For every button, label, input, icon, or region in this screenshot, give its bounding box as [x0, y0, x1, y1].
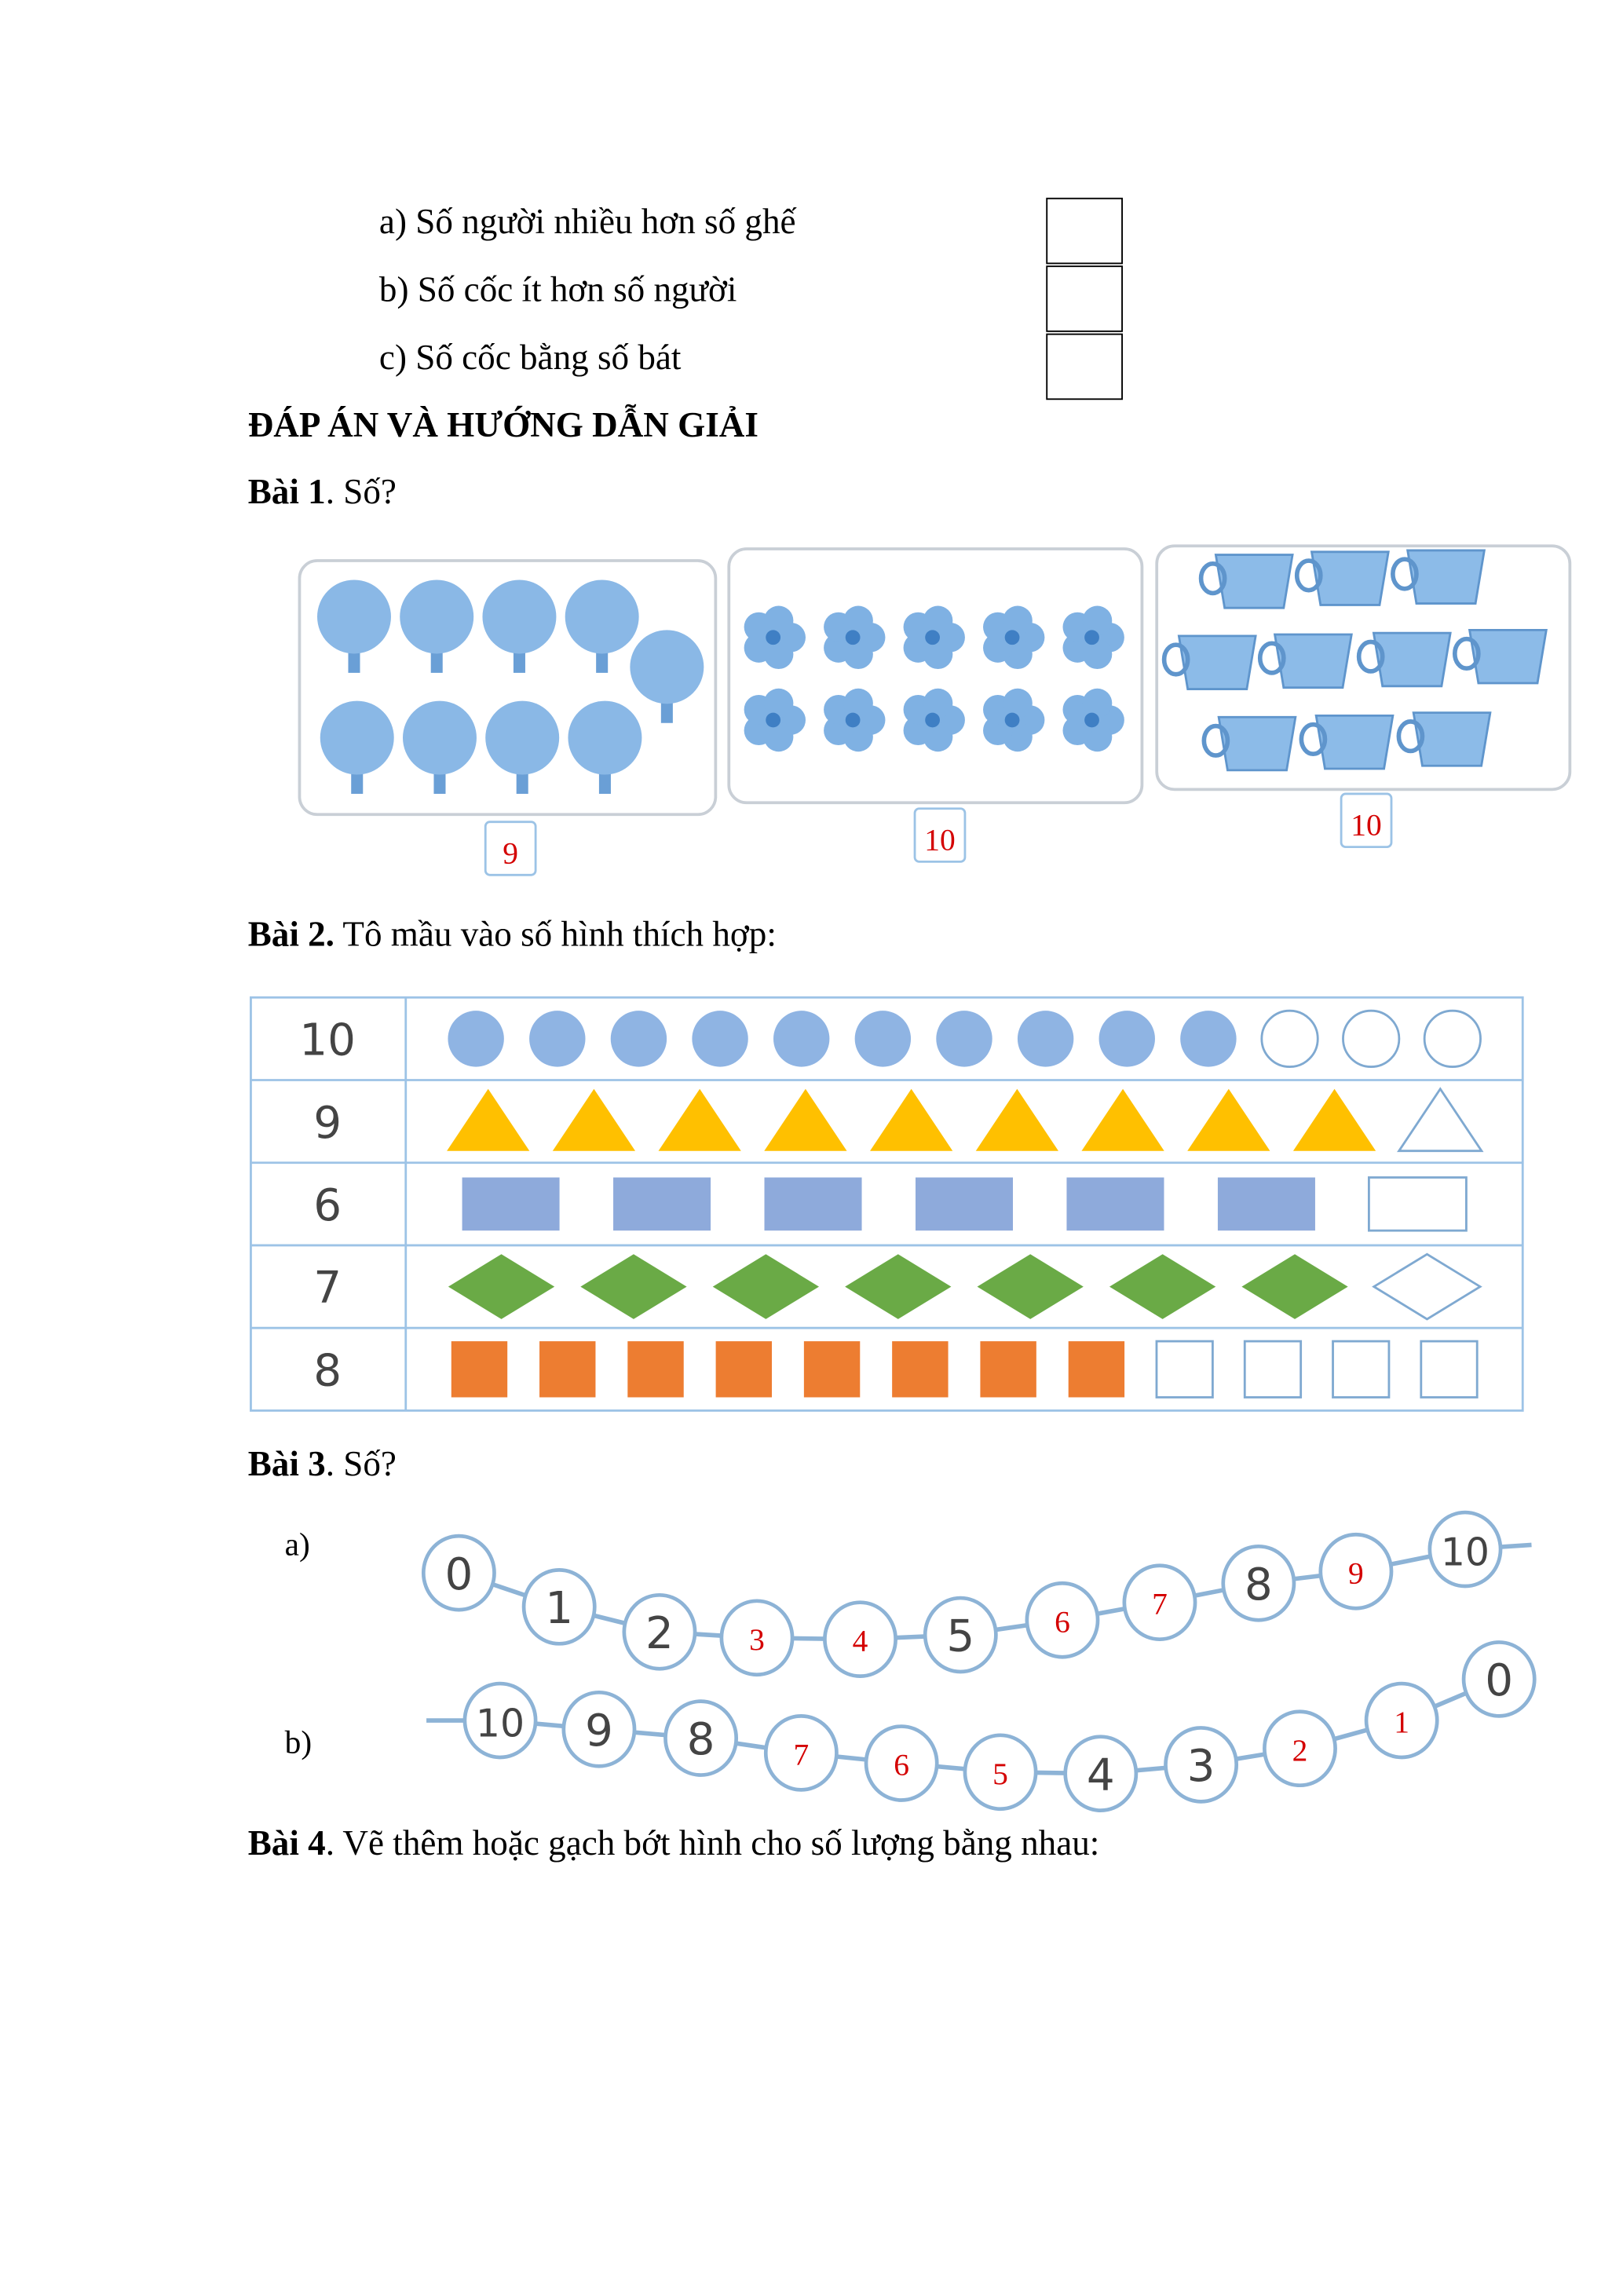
bead-number-a-8: 8	[1244, 1559, 1273, 1610]
bai2-title: Bài 2.	[247, 916, 334, 955]
bai1-text: . Số?	[325, 473, 397, 513]
bead-number-a-5: 5	[946, 1610, 975, 1662]
row-number-6: 6	[313, 1180, 342, 1232]
bead-number-b-9: 9	[584, 1705, 613, 1757]
bead-answer-a-9: 9	[1348, 1556, 1364, 1591]
bead-number-a-0: 0	[444, 1548, 473, 1600]
question-item-b: b) Số cốc ít hơn số người	[378, 271, 737, 310]
row-number-9: 9	[313, 1097, 342, 1149]
bai3-title: Bài 3	[247, 1446, 326, 1485]
bai3-a-label: a)	[284, 1525, 310, 1563]
bead-number-a-1: 1	[545, 1583, 574, 1635]
bai1-title: Bài 1	[247, 473, 326, 513]
answer-heading: ĐÁP ÁN VÀ HƯỚNG DẪN GIẢI	[247, 407, 758, 446]
bai4-title: Bài 4	[247, 1825, 326, 1864]
bai3-text: . Số?	[325, 1446, 397, 1485]
bead-answer-a-7: 7	[1152, 1586, 1168, 1621]
row-number-10: 10	[299, 1015, 356, 1066]
bead-number-b-8: 8	[686, 1714, 715, 1766]
bai4-text: . Vẽ thêm hoặc gạch bớt hình cho số lượng bằng nhau:	[325, 1825, 1100, 1864]
bead-answer-b-2: 2	[1292, 1732, 1308, 1768]
bead-number-b-10: 10	[475, 1701, 525, 1746]
bead-number-b-3: 3	[1186, 1741, 1215, 1793]
bai4-heading	[248, 1826, 1100, 1862]
bead-answer-b-7: 7	[793, 1737, 810, 1772]
bai2-text: Tô mầu vào số hình thích hợp:	[334, 916, 777, 955]
question-item-a: a) Số người nhiều hơn số ghế	[378, 203, 796, 243]
question-item-c: c) Số cốc bằng số bát	[378, 339, 682, 378]
bead-answer-b-1: 1	[1394, 1705, 1410, 1740]
bead-number-a-2: 2	[645, 1607, 674, 1659]
bead-answer-a-3: 3	[749, 1621, 765, 1657]
bai3-b-label: b)	[284, 1723, 313, 1760]
bead-answer-b-5: 5	[992, 1756, 1008, 1791]
bai1-answer-1: 9	[503, 835, 519, 871]
bead-answer-a-4: 4	[852, 1623, 868, 1658]
bai1-answer-2: 10	[924, 822, 956, 857]
bai1-answer-3: 10	[1351, 807, 1382, 843]
row-number-8: 8	[313, 1345, 342, 1397]
bead-answer-b-6: 6	[894, 1747, 909, 1782]
bead-number-b-0: 0	[1485, 1655, 1514, 1707]
bead-number-b-4: 4	[1086, 1749, 1115, 1801]
row-number-7: 7	[313, 1263, 342, 1314]
bead-number-a-10: 10	[1440, 1530, 1490, 1575]
bead-answer-a-6: 6	[1055, 1604, 1070, 1640]
